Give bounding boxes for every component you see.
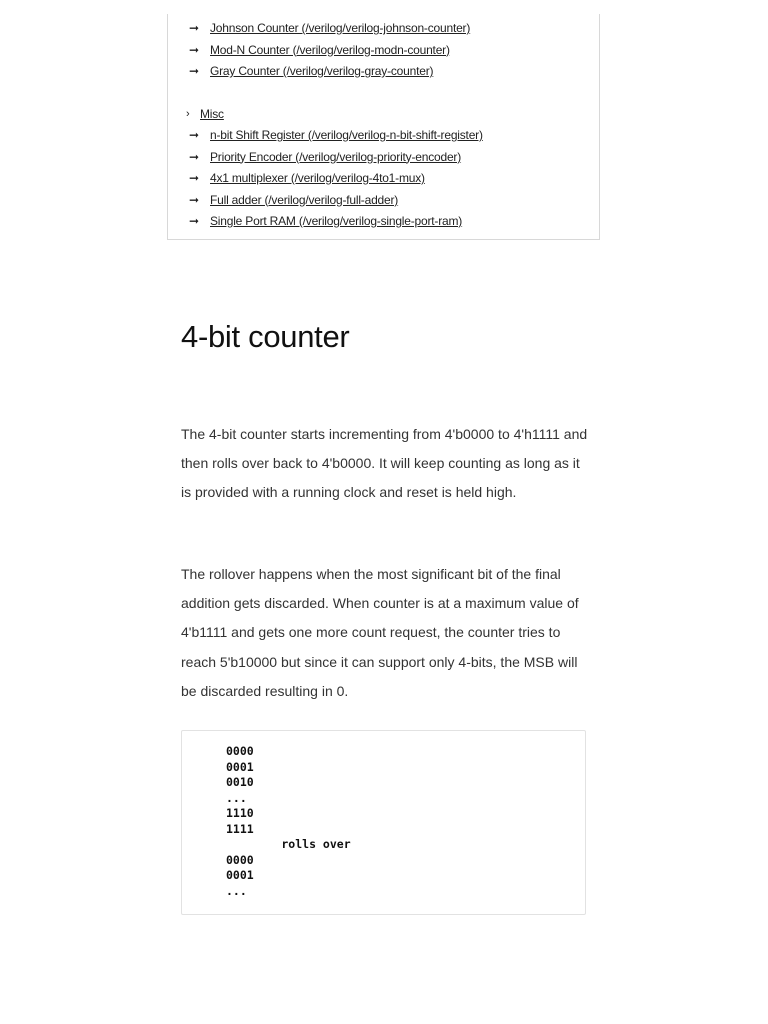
toc-item[interactable] (189, 40, 483, 62)
toc-link-gray-counter[interactable]: Gray Counter (/verilog/verilog-gray-counter) (210, 64, 434, 78)
toc-item[interactable] (189, 211, 483, 233)
toc-list (186, 18, 483, 233)
arrow-right-icon: ➞ (189, 192, 200, 207)
chevron-right-icon: › (186, 107, 190, 120)
toc-item[interactable] (189, 18, 483, 40)
code-block (181, 730, 586, 915)
arrow-right-icon: ➞ (189, 171, 200, 185)
arrow-right-icon: ➞ (189, 21, 200, 35)
arrow-right-icon: ➞ (189, 128, 200, 142)
toc-item[interactable] (189, 125, 483, 147)
article-paragraph: The 4-bit counter starts incrementing from 4'b0000 to 4'h1111 and then rolls over back to 4'b0000. It will keep counting as long as it is provided with a running clock and reset is held high. (181, 426, 588, 501)
table-of-contents (167, 14, 600, 240)
toc-link-4x1-mux[interactable]: 4x1 multiplexer (/verilog/verilog-4to1-mux) (210, 171, 425, 185)
arrow-right-icon: ➞ (189, 64, 200, 78)
toc-link-modn-counter[interactable]: Mod-N Counter (/verilog/verilog-modn-counter) (210, 42, 450, 57)
toc-item[interactable] (189, 190, 483, 212)
toc-item[interactable] (189, 61, 483, 83)
toc-link-single-port-ram[interactable]: Single Port RAM (/verilog/verilog-single-port-ram) (210, 214, 463, 228)
toc-link-full-adder[interactable]: Full adder (/verilog/verilog-full-adder) (210, 192, 399, 207)
article-paragraph: The rollover happens when the most significant bit of the final addition gets discarded. When counter is at a maximum value of 4'b1111 and gets one more count request, the counter tries to reach 5'b10000 but since it can support only 4-bits, the MSB will be discarded resulting in 0. (181, 566, 579, 699)
toc-group-misc[interactable] (186, 104, 483, 126)
arrow-right-icon: ➞ (189, 149, 200, 164)
toc-group-misc-link[interactable]: Misc (200, 106, 224, 121)
toc-item[interactable] (189, 168, 483, 190)
toc-link-johnson-counter[interactable]: Johnson Counter (/verilog/verilog-johnson-counter) (210, 21, 471, 35)
arrow-right-icon: ➞ (189, 42, 200, 57)
code-block-content: 0000 0001 0010 ... 1110 1111 rolls over 0000 0001 ... (226, 744, 351, 898)
arrow-right-icon: ➞ (189, 214, 200, 228)
toc-link-priority-encoder[interactable]: Priority Encoder (/verilog/verilog-priority-encoder) (210, 149, 462, 164)
toc-link-shift-register[interactable]: n-bit Shift Register (/verilog/verilog-n-bit-shift-register) (210, 128, 483, 142)
toc-item[interactable] (189, 147, 483, 169)
article-title: 4-bit counter (181, 319, 350, 354)
